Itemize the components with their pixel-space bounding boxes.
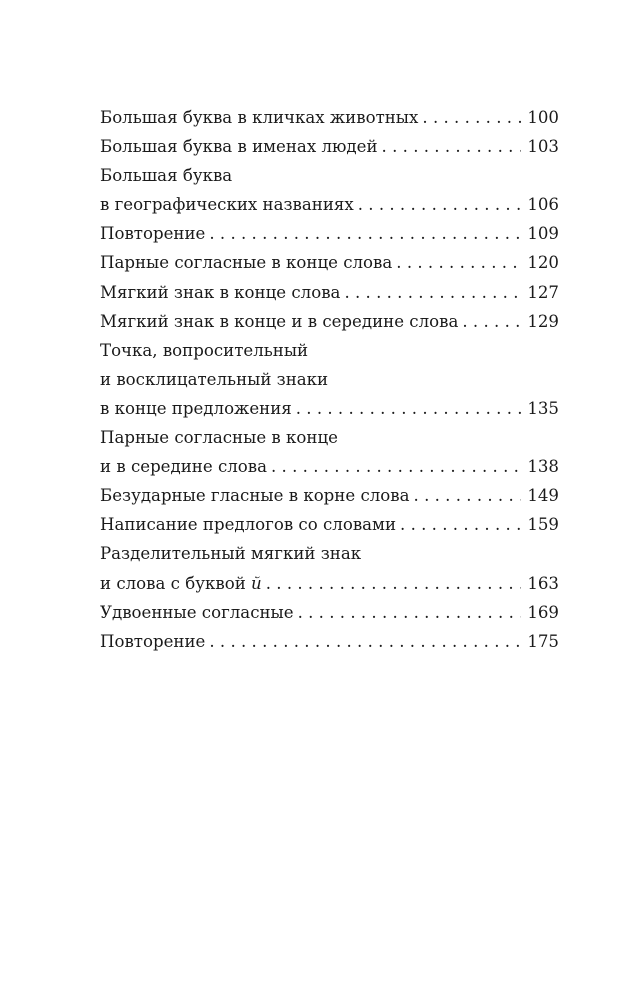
toc-entry[interactable] bbox=[100, 132, 559, 161]
dot-leader bbox=[462, 307, 521, 336]
dot-leader bbox=[422, 103, 521, 132]
toc-entry-title: Парные согласные в конце bbox=[100, 428, 338, 448]
toc-entry-title: Написание предлогов со словами bbox=[100, 515, 397, 535]
dot-leader bbox=[296, 394, 522, 423]
dot-leader bbox=[209, 627, 521, 656]
toc-entry[interactable] bbox=[100, 394, 559, 423]
toc-entry-title bbox=[100, 569, 262, 598]
toc-entry-title: Точка, вопросительный bbox=[100, 340, 309, 360]
toc-entry-title: Повторение bbox=[100, 224, 206, 244]
toc-entry-page: 106 bbox=[527, 195, 559, 215]
dot-leader bbox=[271, 452, 521, 481]
dot-leader bbox=[344, 278, 521, 307]
toc-entry-page: 100 bbox=[527, 108, 559, 127]
toc-entry[interactable] bbox=[100, 307, 559, 336]
toc-entry[interactable] bbox=[100, 452, 559, 481]
toc-entry-page: 135 bbox=[527, 398, 559, 418]
toc-entry[interactable] bbox=[100, 248, 559, 277]
toc-entry-page: 149 bbox=[527, 486, 559, 506]
toc-entry[interactable] bbox=[100, 569, 559, 598]
toc-entry-title: в конце предложения bbox=[100, 398, 292, 418]
dot-leader bbox=[396, 248, 521, 277]
dot-leader bbox=[382, 132, 522, 161]
toc-entry-title: Большая буква в именах людей bbox=[100, 137, 378, 157]
toc-entry-page: 127 bbox=[527, 282, 559, 302]
dot-leader bbox=[358, 190, 522, 219]
toc-entry-title: Мягкий знак в конце и в середине слова bbox=[100, 311, 459, 331]
toc-entry-page: 175 bbox=[527, 631, 559, 651]
toc-entry[interactable] bbox=[100, 598, 559, 627]
dot-leader bbox=[400, 510, 521, 539]
dot-leader bbox=[209, 219, 521, 248]
toc-entry-continuation[interactable] bbox=[100, 336, 559, 365]
toc-entry[interactable] bbox=[100, 627, 559, 656]
toc-entry-page: 138 bbox=[527, 457, 559, 477]
toc-entry-title: и в середине слова bbox=[100, 457, 267, 477]
toc-entry[interactable] bbox=[100, 278, 559, 307]
toc-entry-title: Повторение bbox=[100, 631, 206, 651]
toc-entry-title: Большая буква bbox=[100, 166, 233, 186]
toc-entry-title: и восклицательный знаки bbox=[100, 369, 329, 389]
dot-leader bbox=[414, 481, 522, 510]
toc-entry-title: в географических названиях bbox=[100, 195, 354, 215]
toc-entry-page: 109 bbox=[527, 224, 559, 244]
italic-letter: й bbox=[251, 573, 262, 593]
toc-entry-title: Безударные гласные в корне слова bbox=[100, 486, 410, 506]
dot-leader bbox=[266, 569, 522, 598]
toc-entry-title: Мягкий знак в конце слова bbox=[100, 282, 341, 302]
toc-entry-title-text: и слова с буквой bbox=[100, 573, 246, 593]
toc-entry-page: 169 bbox=[527, 602, 559, 622]
toc-entry-title: Удвоенные согласные bbox=[100, 602, 294, 622]
toc-entry-page: 129 bbox=[527, 311, 559, 331]
toc-entry-title: Разделительный мягкий знак bbox=[100, 544, 362, 564]
toc-entry-continuation[interactable] bbox=[100, 539, 559, 568]
toc-entry-continuation[interactable] bbox=[100, 365, 559, 394]
toc-entry-page: 159 bbox=[527, 515, 559, 535]
toc-entry[interactable] bbox=[100, 510, 559, 539]
toc-entry-page: 163 bbox=[527, 573, 559, 593]
toc-entry-page: 120 bbox=[527, 253, 559, 273]
toc-entry[interactable] bbox=[100, 481, 559, 510]
toc-entry-title: Парные согласные в конце слова bbox=[100, 253, 393, 273]
toc-entry[interactable] bbox=[100, 190, 559, 219]
toc-entry-continuation[interactable] bbox=[100, 423, 559, 452]
toc-entry-title: Большая буква в кличках животных bbox=[100, 108, 419, 127]
toc-entry-continuation[interactable] bbox=[100, 161, 559, 190]
dot-leader bbox=[298, 598, 522, 627]
toc-entry[interactable] bbox=[100, 103, 559, 132]
toc-entry[interactable] bbox=[100, 219, 559, 248]
table-of-contents bbox=[100, 103, 559, 656]
toc-entry-page: 103 bbox=[527, 137, 559, 157]
